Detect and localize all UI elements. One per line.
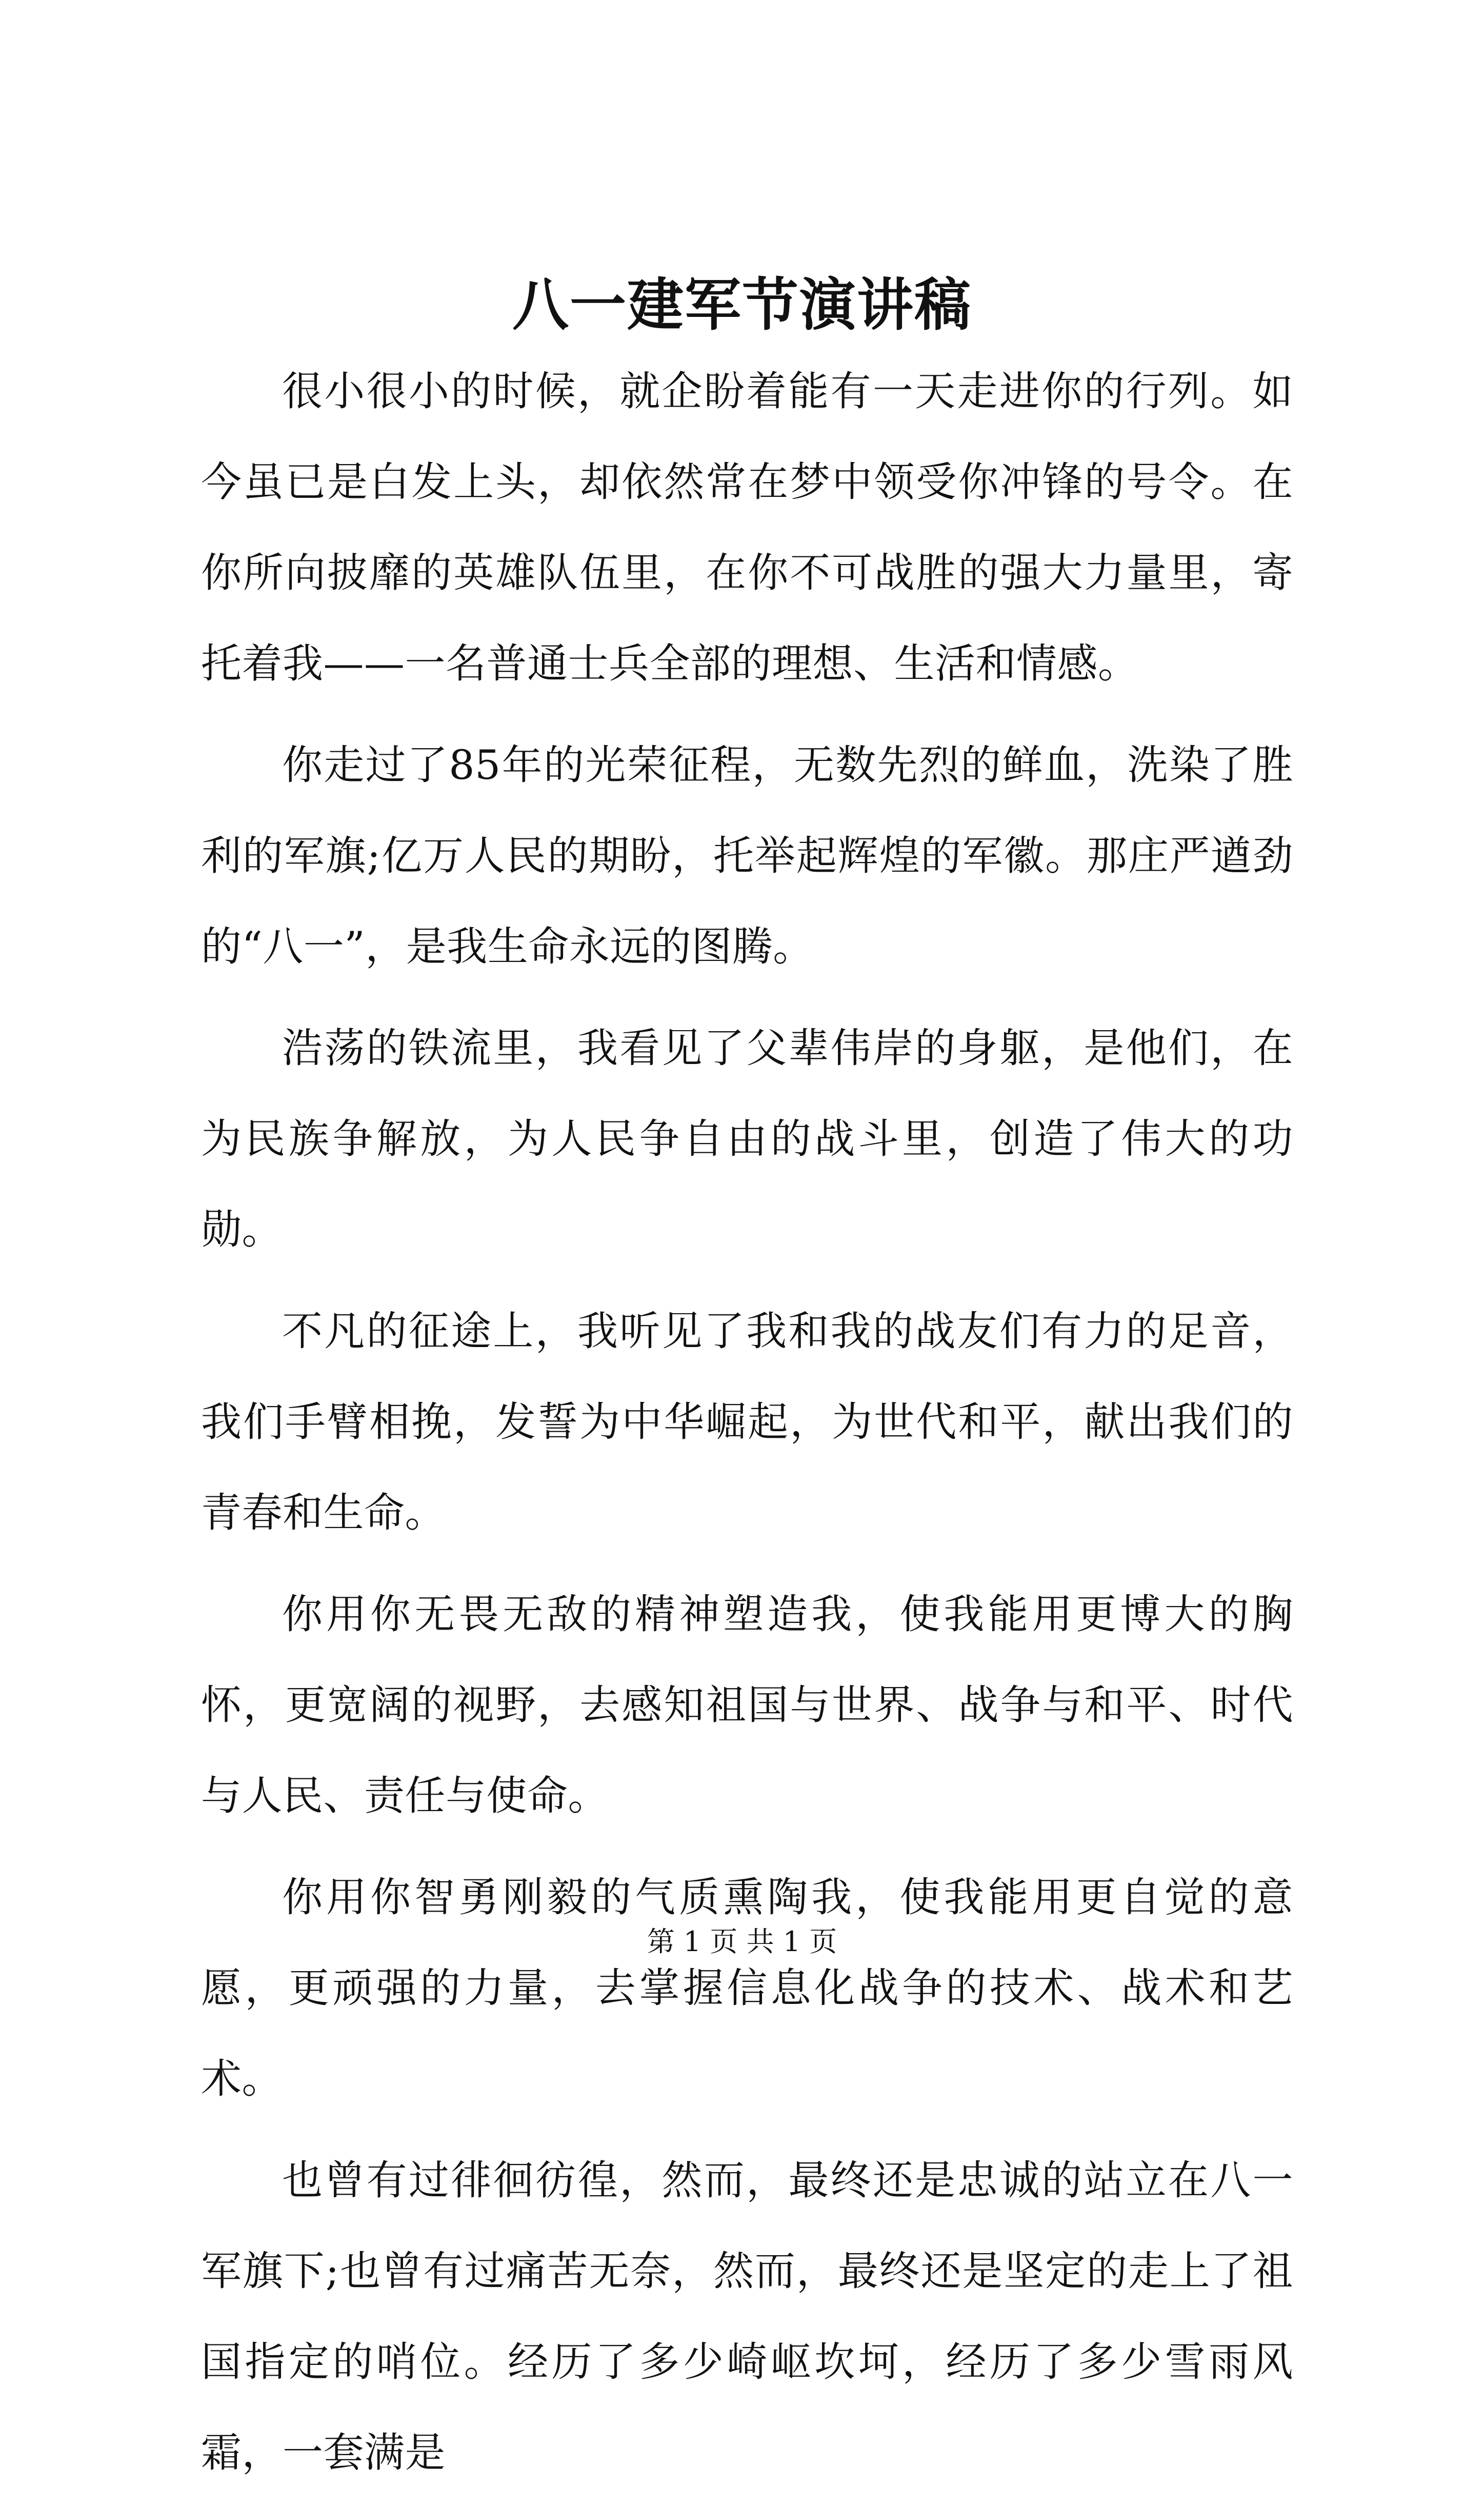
document-title: 八一建军节演讲稿 bbox=[512, 272, 972, 338]
paragraph: 不凡的征途上，我听见了我和我的战友们有力的足音，我们手臂相挽，发誓为中华崛起，为世代和平，献出我们的青春和生命。 bbox=[201, 1308, 1293, 1536]
paragraph: 你用你智勇刚毅的气质熏陶我，使我能用更自觉的意愿，更顽强的力量，去掌握信息化战争的技术、战术和艺术。 bbox=[201, 1874, 1293, 2102]
paragraph: 也曾有过徘徊彷徨，然而，最终还是忠诚的站立在八一军旗下;也曾有过痛苦无奈，然而，最终还是坚定的走上了祖国指定的哨位。经历了多少崎岖坎坷，经历了多少雪雨风霜，一套满是 bbox=[201, 2157, 1293, 2476]
paragraph: 浩荡的铁流里，我看见了父辈伟岸的身躯，是他们，在为民族争解放，为人民争自由的战斗里，创造了伟大的功勋。 bbox=[201, 1025, 1293, 1253]
paragraph: 你用你无畏无敌的精神塑造我，使我能用更博大的胸怀，更宽阔的视野，去感知祖国与世界、战争与和平、时代与人民、责任与使命。 bbox=[201, 1591, 1293, 1819]
paragraph: 你走过了85年的光荣征程，无数先烈的鲜血，洗染了胜利的军旗;亿万人民的期盼，托举起辉煌的军徽。那庄严遒劲的“八一”，是我生命永远的图腾。 bbox=[201, 741, 1293, 970]
paragraph: 很小很小的时候，就企盼着能有一天走进你的行列。如今虽已是白发上头，却依然常在梦中领受你冲锋的号令。在你所向披靡的英雄队伍里，在你不可战胜的强大力量里，寄托着我——一名普通士兵全部的理想、生活和情感。 bbox=[201, 368, 1293, 687]
page-footer: 第 1 页 共 1 页 bbox=[647, 1925, 837, 1958]
document-body bbox=[201, 346, 1293, 2509]
